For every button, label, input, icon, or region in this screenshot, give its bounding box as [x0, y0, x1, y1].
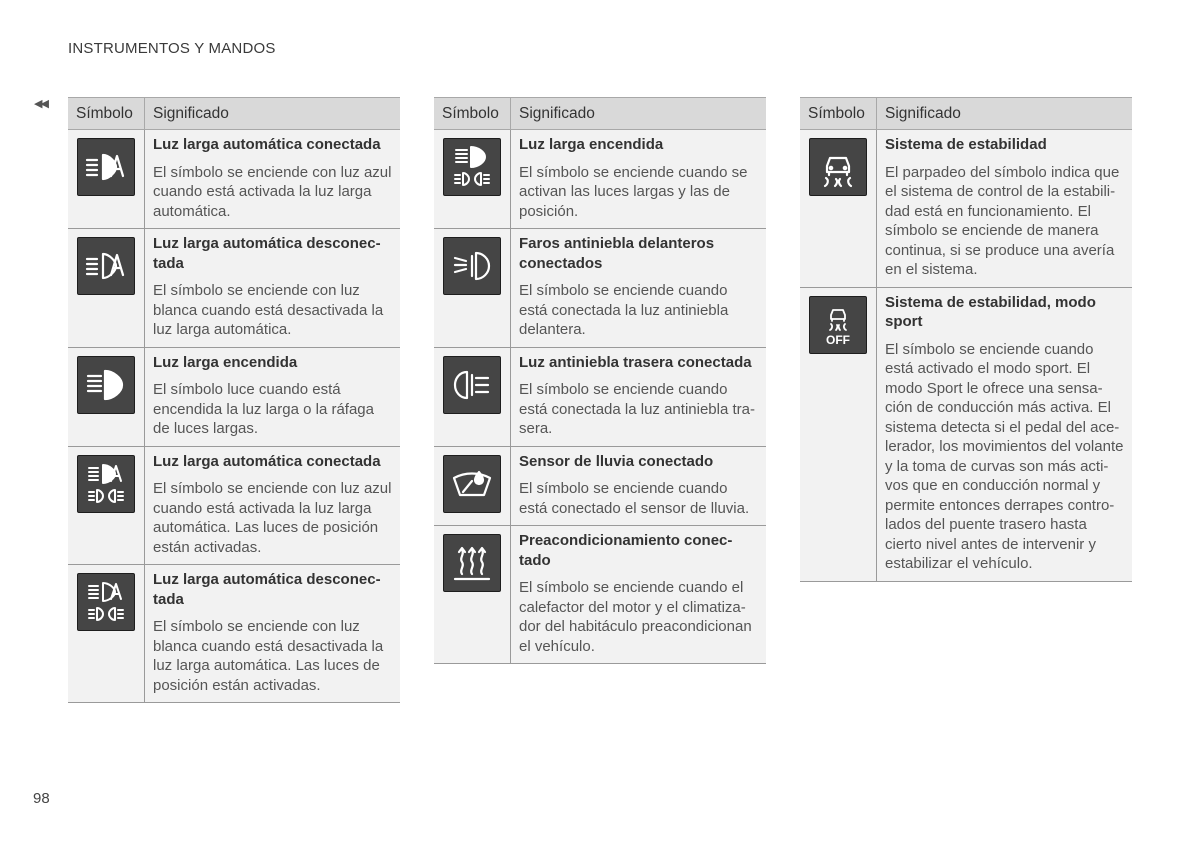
row-description: El símbolo se enciende con luz blanca cuando está desactivada la luz larga automática.: [153, 282, 384, 338]
front-fog-light-icon: [443, 237, 501, 295]
column-header-symbol: Símbolo: [68, 98, 145, 130]
section-header: INSTRUMENTOS Y MANDOS: [68, 40, 276, 57]
row-title: Preacondicionamiento conec-tado: [519, 532, 733, 569]
table-row: [434, 229, 766, 348]
row-description: El símbolo luce cuando está encendida la luz larga o la ráfaga de luces largas.: [153, 381, 374, 437]
high-beam-icon: [77, 356, 135, 414]
row-description: El símbolo se enciende con luz blanca cuando está desactivada la luz larga automática. Las luces de posición están activadas.: [153, 618, 384, 694]
row-title: Luz antiniebla trasera conectada: [519, 353, 752, 371]
row-title: Sistema de estabilidad, modo sport: [885, 293, 1096, 330]
column-header-symbol: Símbolo: [434, 98, 511, 130]
row-title: Luz larga encendida: [153, 353, 298, 371]
table-row: [434, 526, 766, 664]
row-description: El símbolo se enciende cuando está conectado el sensor de lluvia.: [519, 480, 750, 517]
auto-high-beam-position-icon: [77, 455, 135, 513]
auto-high-beam-icon: [77, 138, 135, 196]
column-header-meaning: Significado: [145, 98, 401, 130]
table-row: [68, 229, 400, 348]
row-title: Sistema de estabilidad: [885, 136, 1047, 153]
auto-high-beam-icon: [77, 237, 135, 295]
row-title: Luz larga automática desconec-tada: [153, 571, 381, 608]
rain-sensor-icon: [443, 455, 501, 513]
stability-control-icon: [809, 138, 867, 196]
row-title: Faros antiniebla delanteros conectados: [519, 235, 715, 272]
preconditioning-icon: [443, 534, 501, 592]
table-row: [800, 130, 1132, 288]
table-row: [68, 565, 400, 703]
row-description: El símbolo se enciende con luz azul cuando está activada la luz larga automática. Las luces de posición están activadas.: [153, 480, 392, 556]
table-row: [434, 446, 766, 526]
column-header-meaning: Significado: [511, 98, 767, 130]
row-description: El símbolo se enciende cuando el calefactor del motor y el climatiza-dor del habitáculo preacondicionan el vehículo.: [519, 579, 752, 655]
table-row: [434, 130, 766, 229]
table-row: [68, 446, 400, 565]
page-number: 98: [33, 790, 50, 807]
table-row: [68, 347, 400, 446]
row-title: Luz larga automática conectada: [153, 452, 381, 470]
row-title: Sensor de lluvia conectado: [519, 452, 714, 470]
symbol-table-1: [68, 97, 400, 703]
rear-fog-light-icon: [443, 356, 501, 414]
table-row: [434, 347, 766, 446]
table-row: [68, 130, 400, 229]
row-description: El símbolo se enciende cuando se activan las luces largas y las de posición.: [519, 163, 748, 220]
auto-high-beam-position-icon: [77, 573, 135, 631]
row-title: Luz larga automática desconec-tada: [153, 235, 381, 272]
table-row: [800, 287, 1132, 581]
column-header-symbol: Símbolo: [800, 98, 877, 130]
column-header-meaning: Significado: [877, 98, 1133, 130]
row-title: Luz larga automática conectada: [153, 136, 381, 153]
back-arrows-icon[interactable]: ◀◀: [34, 98, 47, 110]
high-beam-position-icon: [443, 138, 501, 196]
symbol-table-2: [434, 97, 766, 664]
row-description: El símbolo se enciende cuando está conectada la luz antiniebla delantera.: [519, 282, 729, 338]
row-description: El parpadeo del símbolo indica que el sistema de control de la estabili-dad está en funcionamiento. El símbolo se enciende de manera continua, si se produce una avería en el sistema.: [885, 163, 1120, 278]
off-label: OFF: [826, 332, 850, 347]
row-title: Luz larga encendida: [519, 136, 664, 153]
row-description: El símbolo se enciende cuando está activado el modo sport. El modo Sport le ofrece una sensa-ción de conducción más activa. El sistema detecta si el pedal del ace-lerador, los movimientos del volante y la toma de curvas son más acti-vos que en conducción normal y permite entonces derrapes contro-lados del puente trasero hasta cierto nivel antes de intervenir y estabilizar el vehículo.: [885, 340, 1124, 572]
row-description: El símbolo se enciende con luz azul cuando está activada la luz larga automática.: [153, 163, 392, 220]
stability-sport-off-icon: [809, 296, 867, 354]
symbol-table-3: [800, 97, 1132, 582]
row-description: El símbolo se enciende cuando está conectada la luz antiniebla tra-sera.: [519, 381, 755, 437]
